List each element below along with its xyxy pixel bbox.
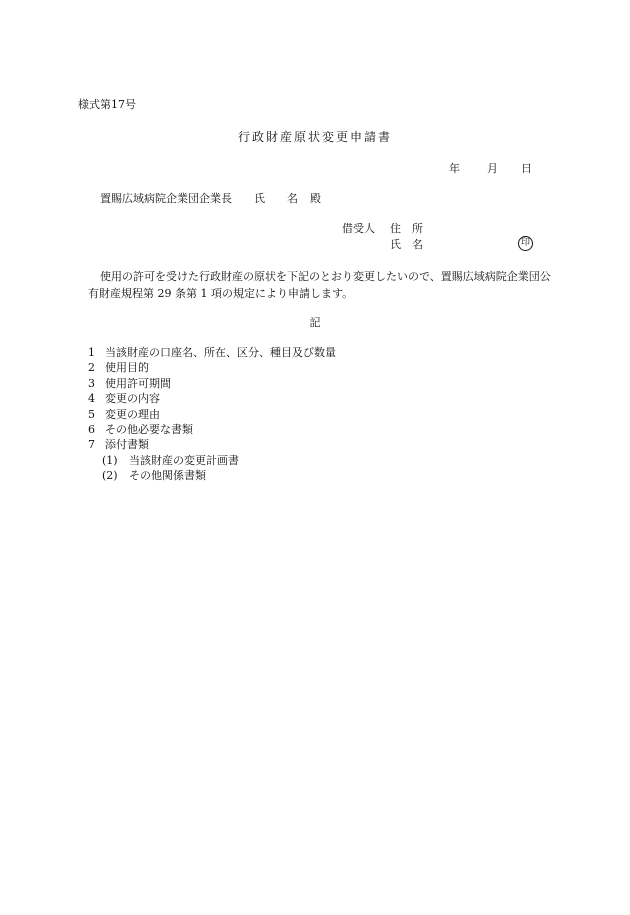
sub-item-text: その他関係書類 xyxy=(129,469,206,483)
list-item xyxy=(88,346,558,361)
item-text: 変更の理由 xyxy=(105,407,160,421)
item-number: 1 xyxy=(88,346,95,359)
item-text: 使用目的 xyxy=(105,361,149,375)
ki-heading: 記 xyxy=(309,316,321,329)
sub-list-item xyxy=(88,454,558,469)
item-number: 5 xyxy=(88,407,95,421)
recipient-line xyxy=(100,192,321,206)
item-number: 2 xyxy=(88,361,95,375)
application-body-text: 使用の許可を受けた行政財産の原状を下記のとおり変更したいので、置賜広域病院企業団公有財産規程第 29 条第 1 項の規定により申請します。 xyxy=(88,270,551,300)
date-month-label: 月 xyxy=(487,162,498,175)
item-number: 6 xyxy=(88,422,95,436)
items-list xyxy=(88,346,558,485)
item-text: 添付書類 xyxy=(105,438,149,452)
item-text: その他必要な書類 xyxy=(105,422,193,436)
recipient-shi: 氏 xyxy=(254,192,265,205)
name-label: 氏 名 xyxy=(390,238,423,251)
item-number: 3 xyxy=(88,376,95,390)
list-item xyxy=(88,423,558,438)
list-item xyxy=(88,438,558,453)
sub-list-item xyxy=(88,469,558,484)
form-number: 様式第17号 xyxy=(78,98,136,111)
item-text: 変更の内容 xyxy=(105,392,160,406)
item-number: 4 xyxy=(88,392,95,406)
document-title: 行政財産原状変更申請書 xyxy=(237,130,392,144)
sub-item-number: (2) xyxy=(102,469,118,483)
list-item xyxy=(88,377,558,392)
sub-item-number: (1) xyxy=(102,453,118,467)
list-item xyxy=(88,392,558,407)
recipient-org: 置賜広域病院企業団企業長 xyxy=(100,192,232,205)
recipient-mei: 名 xyxy=(287,192,298,205)
date-day-label: 日 xyxy=(521,162,532,175)
item-text: 当該財産の口座名、所在、区分、種目及び数量 xyxy=(105,346,336,359)
recipient-den: 殿 xyxy=(310,192,321,205)
item-number: 7 xyxy=(88,438,95,452)
date-year-label: 年 xyxy=(449,162,460,175)
item-text: 使用許可期間 xyxy=(105,376,171,390)
borrower-label: 借受人 xyxy=(342,222,375,235)
sub-item-text: 当該財産の変更計画書 xyxy=(129,453,239,467)
list-item xyxy=(88,408,558,423)
seal-mark: 印 xyxy=(518,236,533,251)
address-label: 住 所 xyxy=(390,222,423,235)
list-item xyxy=(88,361,558,376)
